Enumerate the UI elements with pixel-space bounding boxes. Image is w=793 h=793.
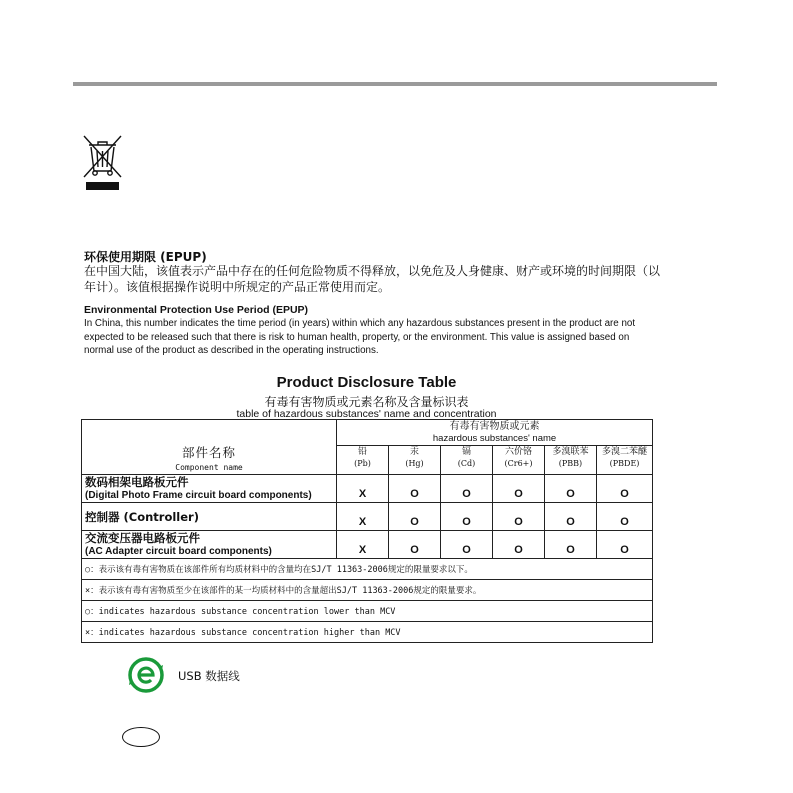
epup-title-cn: 环保使用期限 (EPUP): [84, 250, 207, 264]
epup-body-cn: 在中国大陆，该值表示产品中存在的任何危险物质不得释放，以免危及人身健康、财产或环境的时间期限（以年计）。该值根据操作说明中所规定的产品正常使用而定。: [84, 264, 661, 294]
substance-mark: O: [597, 531, 653, 559]
table-note: ○：表示该有毒有害物质在该部件所有均质材料中的含量均在SJ/T 11363-2006规定的限量要求以下。: [82, 559, 653, 580]
substance-mark: O: [389, 503, 441, 531]
component-name-en: (AC Adapter circuit board components): [85, 546, 272, 557]
substances-group-header: [337, 420, 653, 446]
component-header-cn: 部件名称: [181, 445, 236, 460]
substance-name: 铅: [357, 447, 367, 457]
substance-mark: X: [337, 531, 389, 559]
substance-name: 多溴二苯醚: [602, 447, 648, 457]
substances-group-cn: 有毒有害物质或元素: [449, 421, 540, 432]
disclosure-title: Product Disclosure Table: [276, 374, 457, 391]
substance-name: 多溴联苯: [552, 447, 589, 457]
component-header: [82, 420, 337, 475]
component-name-cn: 控制器 (Controller): [85, 509, 199, 524]
table-note: ×：indicates hazardous substance concentration higher than MCV: [82, 622, 653, 643]
substance-mark: O: [597, 503, 653, 531]
substance-mark: O: [597, 475, 653, 503]
crossed-out-bin-icon: [80, 133, 124, 191]
substance-mark: X: [337, 475, 389, 503]
hazardous-substances-table: [81, 419, 653, 643]
top-rule: [73, 82, 717, 86]
table-row: [82, 475, 653, 503]
disclosure-subtitle-cn: 有毒有害物质或元素名称及含量标识表: [264, 395, 469, 409]
substance-mark: O: [389, 475, 441, 503]
eco-recycle-icon: [128, 657, 164, 693]
table-note: ×：表示该有毒有害物质至少在该部件的某一均质材料中的含量超出SJ/T 11363-2006规定的限量要求。: [82, 580, 653, 601]
table-note: ○：indicates hazardous substance concentration lower than MCV: [82, 601, 653, 622]
substance-name: 六价铬: [504, 447, 532, 457]
substance-header: [493, 446, 545, 475]
substance-symbol: (Hg): [405, 459, 424, 468]
substance-symbol: (PBB): [558, 459, 583, 468]
table-row: [82, 531, 653, 559]
component-cell: [82, 503, 337, 531]
substance-header: [337, 446, 389, 475]
substance-symbol: (PBDE): [609, 459, 640, 468]
component-header-en: Component name: [175, 463, 243, 472]
substance-symbol: (Pb): [354, 459, 371, 468]
substance-mark: O: [441, 503, 493, 531]
substance-mark: O: [389, 531, 441, 559]
substance-mark: O: [493, 475, 545, 503]
component-cell: [82, 475, 337, 503]
substances-group-en: hazardous substances' name: [432, 433, 557, 444]
substance-header: [389, 446, 441, 475]
disclosure-subtitle-en: table of hazardous substances' name and concentration: [236, 408, 497, 420]
substance-mark: O: [493, 503, 545, 531]
substance-header: [545, 446, 597, 475]
substance-mark: O: [545, 475, 597, 503]
component-name-cn: 数码相架电路板元件: [85, 475, 189, 489]
table-row: [82, 503, 653, 531]
component-cell: [82, 531, 337, 559]
page-oval-mark: [122, 727, 160, 747]
component-name-cn: 交流变压器电路板元件: [85, 531, 200, 545]
substance-mark: O: [493, 531, 545, 559]
substance-mark: X: [337, 503, 389, 531]
substance-mark: O: [441, 531, 493, 559]
substance-mark: O: [441, 475, 493, 503]
substance-header: [441, 446, 493, 475]
substance-mark: O: [545, 531, 597, 559]
substance-mark: O: [545, 503, 597, 531]
component-name-en: (Digital Photo Frame circuit board components): [85, 490, 312, 501]
substance-symbol: (Cd): [457, 459, 476, 468]
epup-title-en: Environmental Protection Use Period (EPUP): [84, 304, 309, 316]
substance-name: 汞: [409, 447, 419, 457]
substance-symbol: (Cr6+): [504, 459, 533, 468]
substance-header: [597, 446, 653, 475]
epup-body-en: In China, this number indicates the time period (in years) within which any hazardous substances present in the product are not expected to be released such that there is risk to human health, property, or the environment. This value is assigned based on normal use of the product as described in the operating instructions.: [84, 318, 636, 356]
substance-name: 镉: [461, 447, 471, 457]
usb-cable-label: USB 数据线: [178, 669, 240, 683]
